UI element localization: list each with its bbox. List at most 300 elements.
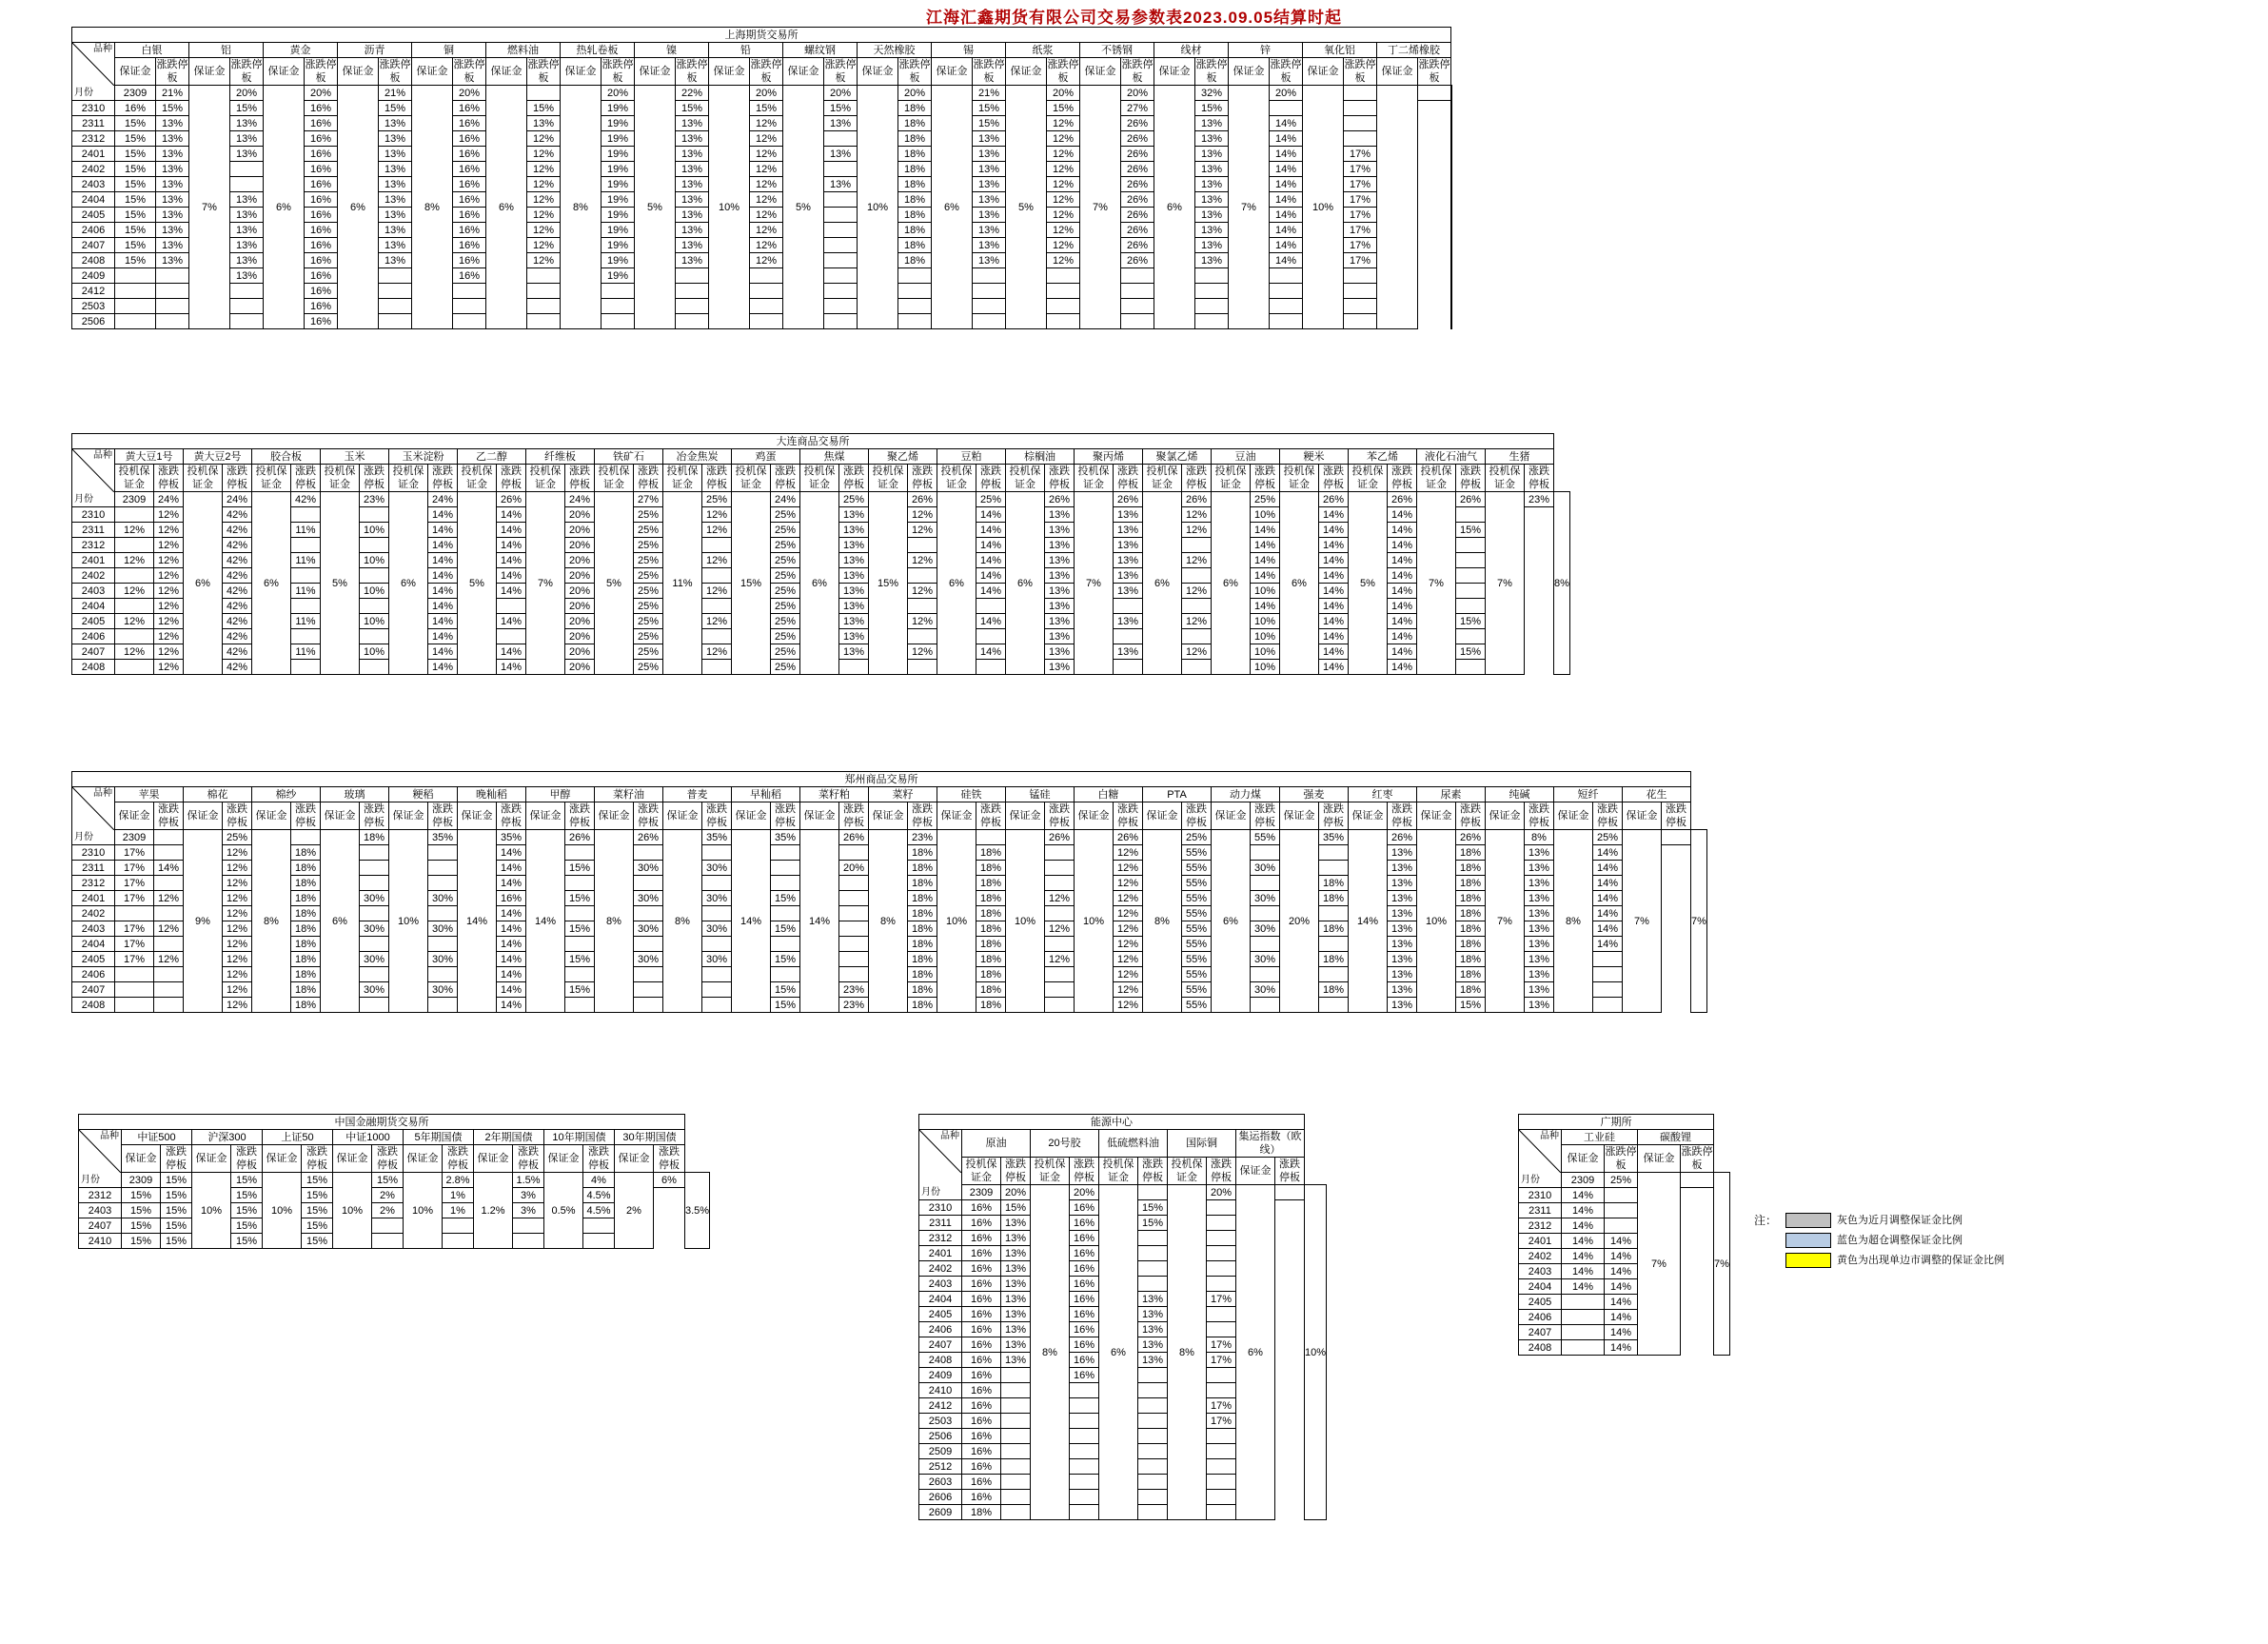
margin-cell: 13% <box>973 192 1006 208</box>
margin-cell: 30% <box>634 891 663 906</box>
limit-cell: 7% <box>1691 830 1707 1013</box>
margin-cell: 11% <box>291 553 321 568</box>
margin-cell: 26% <box>1114 830 1143 845</box>
margin-cell: 18% <box>908 998 937 1013</box>
margin-cell: 13% <box>973 131 1006 147</box>
margin-cell: 14% <box>1388 568 1417 584</box>
margin-cell <box>1070 1429 1099 1444</box>
margin-cell <box>513 1234 544 1249</box>
margin-cell <box>1138 1475 1168 1490</box>
margin-cell <box>824 284 858 299</box>
limit-cell: 8% <box>1554 492 1570 675</box>
margin-cell: 21% <box>973 86 1006 101</box>
margin-cell: 14% <box>1251 568 1280 584</box>
margin-cell <box>824 192 858 208</box>
subheader-margin: 保证金 <box>474 1145 513 1173</box>
margin-cell <box>1605 1218 1638 1234</box>
group-header: 纤维板 <box>526 449 595 465</box>
margin-cell: 25% <box>839 492 869 507</box>
month-cell: 2309 <box>115 86 156 101</box>
margin-cell: 12% <box>750 177 783 192</box>
margin-cell: 15% <box>824 101 858 116</box>
margin-cell <box>898 268 932 284</box>
subheader-limit: 涨跌停板 <box>898 59 931 84</box>
margin-cell <box>115 268 156 284</box>
margin-cell: 13% <box>230 147 264 162</box>
margin-cell: 15% <box>231 1188 263 1203</box>
margin-cell: 19% <box>602 131 635 147</box>
margin-cell <box>702 906 732 921</box>
subheader-margin: 投机保证金 <box>1168 1158 1207 1185</box>
margin-cell: 15% <box>1195 101 1229 116</box>
margin-cell: 12% <box>527 162 561 177</box>
margin-cell <box>1344 268 1377 284</box>
margin-cell: 12% <box>1047 131 1080 147</box>
section-dalian <box>71 433 1570 675</box>
margin-cell: 16% <box>305 238 338 253</box>
margin-cell: 42% <box>223 568 252 584</box>
margin-cell: 26% <box>1121 192 1154 208</box>
margin-cell: 15% <box>1456 644 1486 660</box>
margin-cell: 18% <box>1456 937 1486 952</box>
margin-cell: 18% <box>898 116 932 131</box>
margin-cell: 12% <box>223 906 252 921</box>
margin-cell: 15% <box>115 192 156 208</box>
margin-cell <box>583 1234 615 1249</box>
margin-cell: 14% <box>497 937 526 952</box>
margin-cell: 27% <box>634 492 663 507</box>
margin-cell <box>1456 538 1486 553</box>
margin-cell: 12% <box>527 177 561 192</box>
margin-cell: 30% <box>360 982 389 998</box>
subheader-limit: 涨跌停板 <box>231 1145 263 1173</box>
margin-cell: 14% <box>497 507 526 523</box>
legend-text: 蓝色为超仓调整保证金比例 <box>1837 1235 1963 1247</box>
limit-cell: 14% <box>1349 830 1388 1013</box>
section-title: 中国金融期货交易所 <box>79 1115 685 1130</box>
margin-cell: 13% <box>1001 1261 1031 1277</box>
month-cell: 2311 <box>919 1216 962 1231</box>
margin-cell: 18% <box>976 921 1006 937</box>
margin-cell <box>1045 967 1075 982</box>
margin-cell: 12% <box>1114 845 1143 861</box>
group-header: 中证1000 <box>333 1130 404 1145</box>
margin-cell: 14% <box>497 644 526 660</box>
subheader-limit: 涨跌停板 <box>302 1145 333 1173</box>
margin-cell: 18% <box>291 998 321 1013</box>
subheader-margin: 保证金 <box>1280 802 1319 830</box>
margin-cell: 17% <box>1344 177 1377 192</box>
margin-cell: 14% <box>497 614 526 629</box>
margin-cell: 55% <box>1182 891 1212 906</box>
corner-label-variety: 品种 <box>93 450 112 461</box>
margin-cell <box>1418 86 1451 101</box>
month-cell: 2407 <box>919 1337 962 1353</box>
margin-cell: 15% <box>302 1173 333 1188</box>
month-cell: 2404 <box>919 1292 962 1307</box>
group-header: 聚氯乙烯 <box>1143 449 1212 465</box>
margin-cell: 20% <box>1270 86 1303 101</box>
margin-cell: 24% <box>154 492 184 507</box>
margin-cell: 16% <box>453 192 486 208</box>
margin-cell: 13% <box>1388 891 1417 906</box>
margin-cell: 14% <box>1388 523 1417 538</box>
margin-cell <box>115 906 154 921</box>
subheader-margin: 保证金 <box>338 58 379 86</box>
margin-cell: 14% <box>428 553 458 568</box>
margin-cell: 15% <box>750 101 783 116</box>
corner-label-month: 月份 <box>81 1175 100 1185</box>
margin-cell: 20% <box>898 86 932 101</box>
margin-cell <box>1138 1383 1168 1398</box>
margin-cell: 13% <box>379 116 412 131</box>
margin-cell: 15% <box>161 1218 192 1234</box>
margin-cell: 1% <box>443 1188 474 1203</box>
limit-cell: 7% <box>1229 86 1270 329</box>
limit-cell: 5% <box>1349 492 1388 675</box>
margin-cell: 13% <box>1001 1216 1031 1231</box>
limit-cell: 10% <box>1417 830 1456 1013</box>
margin-cell <box>824 131 858 147</box>
margin-cell <box>360 538 389 553</box>
margin-cell <box>839 967 869 982</box>
margin-cell: 26% <box>1121 208 1154 223</box>
subheader-margin: 保证金 <box>486 58 527 86</box>
group-header: 5年期国债 <box>404 1130 474 1145</box>
margin-cell: 42% <box>223 507 252 523</box>
margin-cell: 26% <box>1456 492 1486 507</box>
margin-cell: 14% <box>1593 861 1623 876</box>
group-header: 花生 <box>1623 787 1691 802</box>
margin-cell: 14% <box>1605 1295 1638 1310</box>
table-中国金融期货交易所 <box>78 1114 710 1249</box>
margin-cell: 13% <box>230 192 264 208</box>
margin-cell <box>453 284 486 299</box>
month-cell: 2412 <box>72 284 115 299</box>
margin-cell <box>676 284 709 299</box>
margin-cell: 12% <box>1182 523 1212 538</box>
margin-cell: 13% <box>1114 538 1143 553</box>
margin-cell <box>428 845 458 861</box>
month-cell: 2402 <box>1519 1249 1562 1264</box>
month-cell: 2309 <box>115 492 154 507</box>
margin-cell: 30% <box>360 891 389 906</box>
subheader-limit: 涨跌停板 <box>1418 59 1450 84</box>
margin-cell: 14% <box>497 998 526 1013</box>
margin-cell: 13% <box>1388 998 1417 1013</box>
month-cell: 2312 <box>919 1231 962 1246</box>
subheader-margin: 投机保证金 <box>1075 465 1114 492</box>
margin-cell <box>443 1234 474 1249</box>
subheader-limit: 涨跌停板 <box>771 465 800 492</box>
month-cell: 2401 <box>919 1246 962 1261</box>
margin-cell: 26% <box>1182 492 1212 507</box>
group-header: 聚丙烯 <box>1075 449 1143 465</box>
group-header: 国际铜 <box>1168 1130 1236 1158</box>
margin-cell <box>154 876 184 891</box>
subheader-limit: 涨跌停板 <box>1662 802 1691 830</box>
margin-cell: 13% <box>1001 1322 1031 1337</box>
margin-cell: 13% <box>1525 876 1554 891</box>
group-header: 鸡蛋 <box>732 449 800 465</box>
margin-cell <box>527 299 561 314</box>
margin-cell: 20% <box>1207 1185 1236 1200</box>
margin-cell: 42% <box>223 614 252 629</box>
margin-cell: 30% <box>1251 921 1280 937</box>
group-header: 原油 <box>962 1130 1031 1158</box>
margin-cell: 14% <box>1593 876 1623 891</box>
margin-cell: 13% <box>676 223 709 238</box>
margin-cell: 13% <box>379 208 412 223</box>
margin-cell: 20% <box>565 507 595 523</box>
margin-cell: 12% <box>154 629 184 644</box>
margin-cell: 13% <box>676 147 709 162</box>
group-header: 玉米 <box>321 449 389 465</box>
margin-cell: 18% <box>1456 876 1486 891</box>
margin-cell: 12% <box>1047 177 1080 192</box>
table-row <box>72 492 1570 507</box>
margin-cell: 8% <box>1525 830 1554 845</box>
margin-cell: 14% <box>428 523 458 538</box>
margin-cell <box>1207 1216 1236 1231</box>
margin-cell: 20% <box>839 861 869 876</box>
margin-cell <box>824 238 858 253</box>
margin-cell: 20% <box>1121 86 1154 101</box>
margin-cell: 12% <box>908 507 937 523</box>
legend-swatch <box>1785 1213 1831 1228</box>
margin-cell: 14% <box>497 861 526 876</box>
margin-cell: 15% <box>231 1218 263 1234</box>
margin-cell: 13% <box>156 238 189 253</box>
margin-cell: 35% <box>702 830 732 845</box>
legend-item <box>1785 1252 2004 1268</box>
margin-cell: 14% <box>1251 599 1280 614</box>
limit-cell: 7% <box>1080 86 1121 329</box>
limit-cell: 6% <box>1006 492 1045 675</box>
subheader-limit: 涨跌停板 <box>976 465 1006 492</box>
limit-cell: 5% <box>321 492 360 675</box>
subheader-limit: 涨跌停板 <box>750 59 782 84</box>
margin-cell: 12% <box>1047 162 1080 177</box>
margin-cell: 14% <box>1562 1264 1605 1279</box>
margin-cell <box>750 314 783 329</box>
margin-cell: 13% <box>1388 952 1417 967</box>
margin-cell: 12% <box>1114 937 1143 952</box>
subheader-margin: 保证金 <box>663 802 702 830</box>
month-cell: 2405 <box>72 952 115 967</box>
margin-cell: 13% <box>156 147 189 162</box>
margin-cell: 19% <box>602 238 635 253</box>
margin-cell: 35% <box>771 830 800 845</box>
subheader-limit: 涨跌停板 <box>654 1145 685 1173</box>
group-header: 菜籽油 <box>595 787 663 802</box>
month-cell: 2407 <box>72 238 115 253</box>
margin-cell: 13% <box>379 162 412 177</box>
margin-cell: 14% <box>1605 1279 1638 1295</box>
margin-cell: 12% <box>154 644 184 660</box>
margin-cell <box>1070 1505 1099 1520</box>
margin-cell: 15% <box>115 177 156 192</box>
limit-cell: 10% <box>858 86 898 329</box>
margin-cell: 18% <box>1319 921 1349 937</box>
margin-cell <box>839 891 869 906</box>
margin-cell: 14% <box>1605 1325 1638 1340</box>
subheader-margin: 投机保证金 <box>115 465 154 492</box>
margin-cell <box>976 629 1006 644</box>
margin-cell: 18% <box>898 192 932 208</box>
limit-cell: 6% <box>1212 492 1251 675</box>
margin-cell: 15% <box>565 861 595 876</box>
subheader-limit: 涨跌停板 <box>565 465 595 492</box>
margin-cell: 25% <box>634 660 663 675</box>
limit-cell: 10% <box>389 830 428 1013</box>
margin-cell: 14% <box>1605 1234 1638 1249</box>
margin-cell <box>527 314 561 329</box>
margin-cell <box>702 937 732 952</box>
subheader-margin: 保证金 <box>615 1145 654 1173</box>
page-title: 江海汇鑫期货有限公司交易参数表2023.09.05结算时起 <box>925 9 1343 27</box>
corner-label-month: 月份 <box>74 88 93 98</box>
margin-cell <box>156 314 189 329</box>
margin-cell: 23% <box>908 830 937 845</box>
subheader-limit: 涨跌停板 <box>497 802 526 830</box>
subheader-margin: 保证金 <box>1080 58 1121 86</box>
margin-cell: 26% <box>1121 253 1154 268</box>
margin-cell <box>634 967 663 982</box>
limit-cell: 6% <box>1280 492 1319 675</box>
margin-cell: 13% <box>973 177 1006 192</box>
margin-cell <box>360 507 389 523</box>
table-大连商品交易所 <box>71 433 1570 675</box>
limit-cell: 6% <box>1212 830 1251 1013</box>
limit-cell: 6% <box>1154 86 1195 329</box>
table-row <box>1519 1203 1730 1218</box>
limit-cell: 5% <box>458 492 497 675</box>
margin-cell: 25% <box>634 644 663 660</box>
subheader-margin: 保证金 <box>264 58 305 86</box>
month-cell: 2310 <box>72 507 115 523</box>
margin-cell: 55% <box>1182 998 1212 1013</box>
margin-cell: 20% <box>565 584 595 599</box>
margin-cell: 55% <box>1182 982 1212 998</box>
margin-cell: 13% <box>379 177 412 192</box>
margin-cell: 17% <box>1207 1398 1236 1414</box>
margin-cell <box>1251 845 1280 861</box>
margin-cell: 1% <box>443 1203 474 1218</box>
margin-cell: 20% <box>565 614 595 629</box>
margin-cell <box>1207 1307 1236 1322</box>
margin-cell: 14% <box>497 876 526 891</box>
margin-cell: 14% <box>1388 660 1417 675</box>
margin-cell: 15% <box>1456 523 1486 538</box>
margin-cell: 10% <box>1251 644 1280 660</box>
margin-cell: 16% <box>453 268 486 284</box>
margin-cell <box>428 906 458 921</box>
margin-cell: 12% <box>1182 644 1212 660</box>
margin-cell: 42% <box>223 660 252 675</box>
section-title: 大连商品交易所 <box>72 434 1554 449</box>
margin-cell: 18% <box>976 998 1006 1013</box>
margin-cell: 13% <box>1525 998 1554 1013</box>
section-zhengzhou <box>71 771 1707 1013</box>
margin-cell: 12% <box>154 599 184 614</box>
margin-cell <box>1195 314 1229 329</box>
margin-cell: 12% <box>1047 253 1080 268</box>
group-header: 纸浆 <box>1006 43 1080 58</box>
margin-cell: 25% <box>634 538 663 553</box>
margin-cell: 12% <box>750 253 783 268</box>
margin-cell: 13% <box>1138 1292 1168 1307</box>
margin-cell: 14% <box>1270 192 1303 208</box>
margin-cell: 14% <box>1251 523 1280 538</box>
margin-cell: 30% <box>634 921 663 937</box>
margin-cell: 13% <box>1388 876 1417 891</box>
subheader-margin: 投机保证金 <box>937 465 976 492</box>
section-ine <box>918 1114 1327 1520</box>
margin-cell: 12% <box>750 208 783 223</box>
group-header: 锌 <box>1229 43 1303 58</box>
margin-cell: 14% <box>1270 253 1303 268</box>
limit-cell: 5% <box>635 86 676 329</box>
margin-cell <box>1001 1505 1031 1520</box>
margin-cell: 16% <box>305 208 338 223</box>
margin-cell <box>634 998 663 1013</box>
limit-cell: 8% <box>1554 830 1593 1013</box>
margin-cell <box>1182 660 1212 675</box>
margin-cell: 20% <box>453 86 486 101</box>
margin-cell: 42% <box>223 538 252 553</box>
margin-cell: 12% <box>1047 223 1080 238</box>
margin-cell: 12% <box>1182 614 1212 629</box>
margin-cell: 12% <box>527 253 561 268</box>
margin-cell: 15% <box>565 982 595 998</box>
table-能源中心 <box>918 1114 1327 1520</box>
margin-cell <box>1045 861 1075 876</box>
subheader-margin: 保证金 <box>858 58 898 86</box>
limit-cell: 5% <box>783 86 824 329</box>
limit-cell: 10% <box>1075 830 1114 1013</box>
subheader-limit: 涨跌停板 <box>161 1145 192 1173</box>
margin-cell: 14% <box>1319 629 1349 644</box>
margin-cell: 16% <box>1070 1368 1099 1383</box>
limit-cell: 14% <box>526 830 565 1013</box>
month-cell: 2512 <box>919 1459 962 1475</box>
margin-cell: 16% <box>962 1459 1001 1475</box>
margin-cell: 16% <box>305 162 338 177</box>
month-cell: 2407 <box>79 1218 122 1234</box>
group-header: 天然橡胶 <box>858 43 932 58</box>
margin-cell: 25% <box>634 599 663 614</box>
margin-cell: 25% <box>771 599 800 614</box>
subheader-limit: 涨跌停板 <box>154 465 184 492</box>
margin-cell: 35% <box>1319 830 1349 845</box>
margin-cell: 12% <box>702 507 732 523</box>
subheader-limit: 涨跌停板 <box>305 59 337 84</box>
margin-cell: 14% <box>1251 553 1280 568</box>
margin-cell: 13% <box>1045 523 1075 538</box>
margin-cell <box>1662 830 1691 845</box>
margin-cell <box>360 629 389 644</box>
margin-cell: 15% <box>771 982 800 998</box>
margin-cell <box>360 906 389 921</box>
subheader-limit: 涨跌停板 <box>230 59 263 84</box>
margin-cell <box>583 1218 615 1234</box>
margin-cell: 23% <box>1525 492 1554 507</box>
margin-cell: 12% <box>223 952 252 967</box>
subheader-limit: 涨跌停板 <box>372 1145 404 1173</box>
margin-cell: 10% <box>360 523 389 538</box>
margin-cell: 2% <box>372 1188 404 1203</box>
